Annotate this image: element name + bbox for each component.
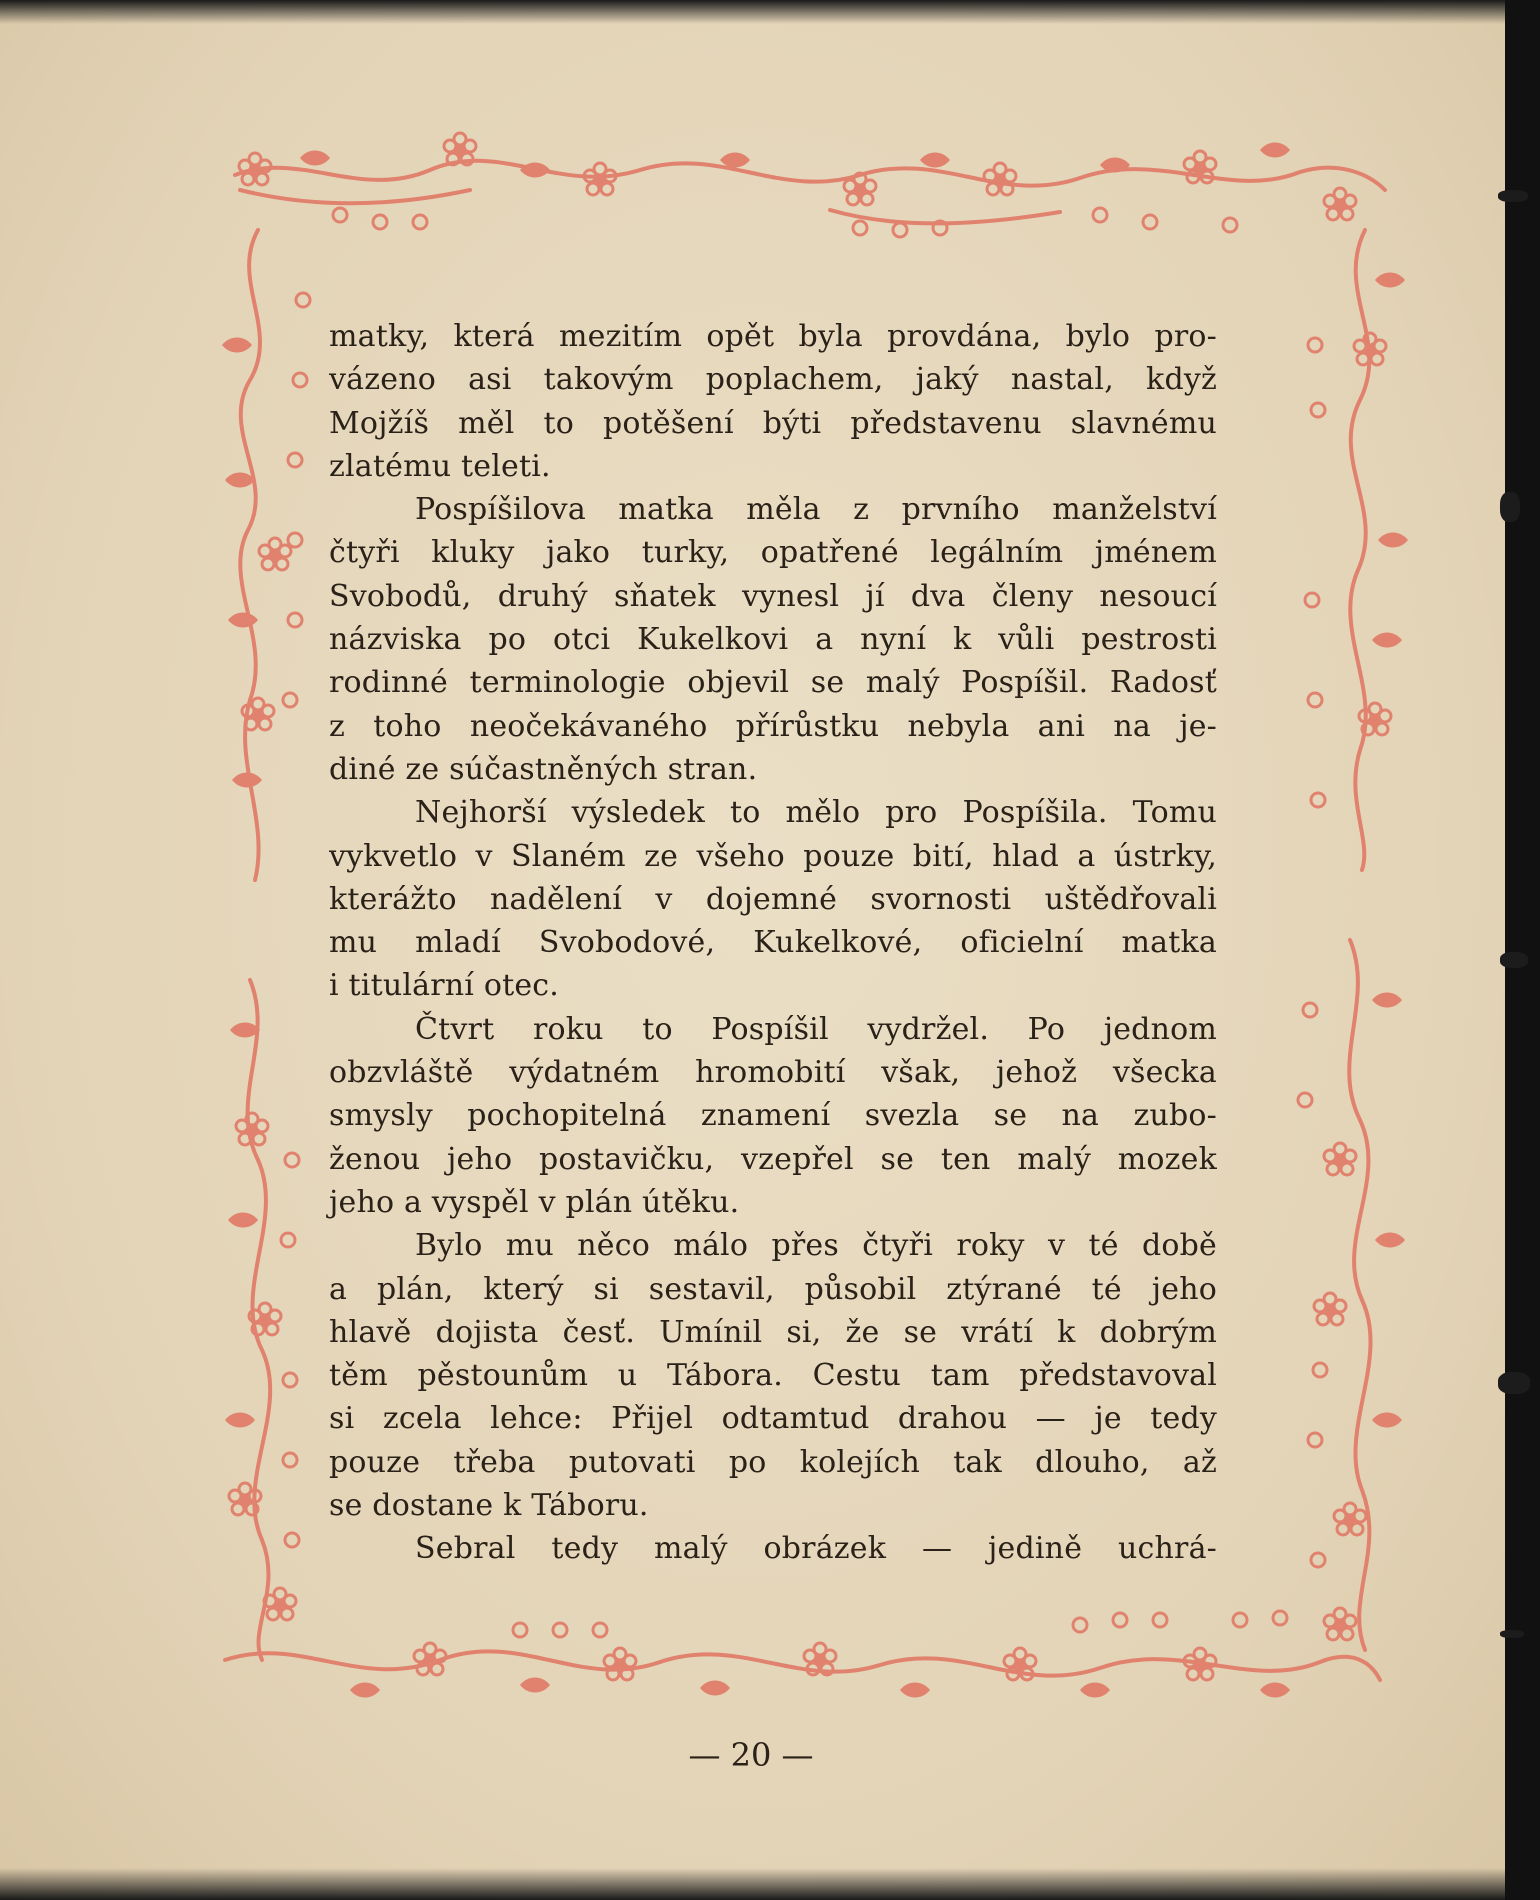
text-line: se dostane k Táboru.	[329, 1488, 649, 1524]
text-line: i titulární otec.	[329, 968, 560, 1004]
text-line: vázeno asi takovým poplachem, jaký nastal, když	[329, 362, 1217, 398]
body-text	[329, 315, 1217, 1571]
text-line: z toho neočekávaného přírůstku nebyla ani na je-	[329, 708, 1217, 744]
text-line: a plán, který si sestavil, působil ztýrané té jeho	[329, 1271, 1217, 1307]
text-line: jeho a vyspěl v plán útěku.	[329, 1184, 740, 1220]
text-line: čtyři kluky jako turky, opatřené legálním jménem	[329, 535, 1217, 571]
page-number: — 20 —	[688, 1736, 814, 1774]
text-line: diné ze súčastněných stran.	[329, 751, 758, 787]
text-line: Svobodů, druhý sňatek vynesl jí dva členy nesoucí	[329, 578, 1217, 614]
text-line: Sebral tedy malý obrázek — jedině uchrá-	[415, 1531, 1217, 1567]
page-number-container	[0, 1736, 1540, 1774]
text-line: kterážto nadělení v dojemné svornosti uštědřovali	[329, 881, 1217, 917]
text-line: zlatému teleti.	[329, 448, 551, 484]
text-line: rodinné terminologie objevil se malý Pospíšil. Radosť	[329, 665, 1217, 701]
text-line: Nejhorší výsledek to mělo pro Pospíšila. Tomu	[415, 795, 1217, 831]
text-line: Čtvrt roku to Pospíšil vydržel. Po jednom	[415, 1011, 1217, 1047]
text-line: Mojžíš měl to potěšení býti představenu slavnému	[329, 405, 1217, 441]
text-line: ženou jeho postavičku, vzepřel se ten malý mozek	[329, 1141, 1217, 1177]
text-line: hlavě dojista česť. Umínil si, že se vrátí k dobrým	[329, 1314, 1217, 1350]
text-line: obzvláště výdatném hromobití však, jehož všecka	[329, 1055, 1217, 1091]
text-line: mu mladí Svobodové, Kukelkové, oficielní matka	[329, 925, 1217, 961]
text-line: Pospíšilova matka měla z prvního manželství	[415, 492, 1217, 528]
text-line: vykvetlo v Slaném ze všeho pouze bití, hlad a ústrky,	[329, 838, 1217, 874]
text-line: matky, která mezitím opět byla provdána, bylo pro-	[329, 319, 1217, 354]
text-line: názviska po otci Kukelkovi a nyní k vůli pestrosti	[329, 622, 1217, 658]
text-line: si zcela lehce: Přijel odtamtud drahou — je tedy	[329, 1401, 1217, 1437]
text-line: těm pěstounům u Tábora. Cestu tam představoval	[329, 1358, 1217, 1394]
text-line: smysly pochopitelná znamení svezla se na zubo-	[329, 1098, 1217, 1134]
text-line: pouze třeba putovati po kolejích tak dlouho, až	[329, 1444, 1217, 1480]
text-line: Bylo mu něco málo přes čtyři roky v té době	[415, 1228, 1217, 1264]
